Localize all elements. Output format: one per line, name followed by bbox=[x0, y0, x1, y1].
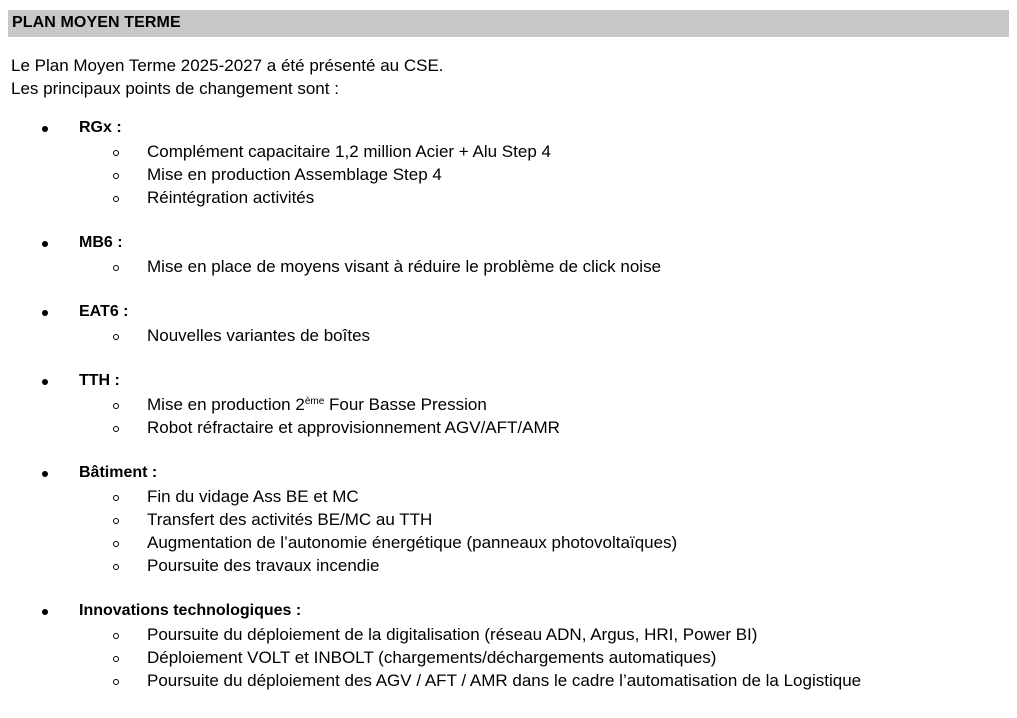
list-item-text: Complément capacitaire 1,2 million Acier + Alu Step 4 bbox=[147, 142, 551, 161]
list-item bbox=[0, 325, 1017, 348]
list-item bbox=[0, 256, 1017, 279]
list-item-text: Poursuite du déploiement de la digitalisation (réseau ADN, Argus, HRI, Power BI) bbox=[147, 625, 758, 644]
section-label: Bâtiment : bbox=[79, 464, 158, 481]
list-item bbox=[0, 164, 1017, 187]
text-part: Four Basse Pression bbox=[324, 395, 487, 414]
list-item-text: Mise en place de moyens visant à réduire le problème de click noise bbox=[147, 257, 662, 276]
list-item bbox=[0, 555, 1017, 578]
section-label: MB6 : bbox=[79, 234, 123, 251]
section-label: TTH : bbox=[79, 372, 120, 389]
list-item-text: Fin du vidage Ass BE et MC bbox=[147, 487, 359, 506]
bullet-disc-icon bbox=[42, 609, 48, 615]
section-label: Innovations technologiques : bbox=[79, 602, 302, 619]
section-heading bbox=[0, 370, 1017, 394]
bullet-circle-icon bbox=[113, 334, 119, 340]
bullet-circle-icon bbox=[113, 426, 119, 432]
intro-paragraph bbox=[11, 54, 444, 100]
bullet-disc-icon bbox=[42, 471, 48, 477]
sub-list bbox=[0, 325, 1017, 348]
list-item-text: Robot réfractaire et approvisionnement AGV/AFT/AMR bbox=[147, 418, 560, 437]
sub-list bbox=[0, 141, 1017, 210]
bullet-circle-icon bbox=[113, 196, 119, 202]
list-item-text: Réintégration activités bbox=[147, 188, 315, 207]
bullet-circle-icon bbox=[113, 541, 119, 547]
intro-line-1: Le Plan Moyen Terme 2025-2027 a été présenté au CSE. bbox=[11, 56, 444, 75]
list-item-text: Mise en production Assemblage Step 4 bbox=[147, 165, 442, 184]
ordinal-superscript: ème bbox=[304, 396, 325, 407]
section-tth bbox=[0, 370, 1017, 440]
list-item-text: Poursuite des travaux incendie bbox=[147, 556, 380, 575]
list-item bbox=[0, 187, 1017, 210]
bullet-circle-icon bbox=[113, 564, 119, 570]
list-item-text: Augmentation de l’autonomie énergétique (panneaux photovoltaïques) bbox=[147, 533, 678, 552]
page-title: PLAN MOYEN TERME bbox=[12, 14, 181, 31]
section-heading bbox=[0, 600, 1017, 624]
list-item-text: Transfert des activités BE/MC au TTH bbox=[147, 510, 433, 529]
bullet-circle-icon bbox=[113, 150, 119, 156]
bullet-circle-icon bbox=[113, 495, 119, 501]
sub-list bbox=[0, 486, 1017, 578]
list-item-text: Déploiement VOLT et INBOLT (chargements/déchargements automatiques) bbox=[147, 648, 717, 667]
section-heading bbox=[0, 117, 1017, 141]
section-eat6 bbox=[0, 301, 1017, 348]
sub-list bbox=[0, 394, 1017, 440]
bullet-circle-icon bbox=[113, 633, 119, 639]
section-header-bar bbox=[8, 10, 1009, 37]
bullet-disc-icon bbox=[42, 126, 48, 132]
list-item-text: Poursuite du déploiement des AGV / AFT / AMR dans le cadre l’automatisation de la Logistique bbox=[147, 671, 862, 690]
list-item bbox=[0, 509, 1017, 532]
text-part: Mise en production 2 bbox=[147, 395, 305, 414]
section-heading bbox=[0, 462, 1017, 486]
list-item bbox=[0, 141, 1017, 164]
bullet-circle-icon bbox=[113, 173, 119, 179]
bullet-circle-icon bbox=[113, 265, 119, 271]
bullet-circle-icon bbox=[113, 518, 119, 524]
section-label: EAT6 : bbox=[79, 303, 129, 320]
bullet-disc-icon bbox=[42, 379, 48, 385]
section-rgx bbox=[0, 117, 1017, 210]
section-heading bbox=[0, 301, 1017, 325]
list-item-text bbox=[147, 395, 487, 415]
list-item bbox=[0, 647, 1017, 670]
sub-list bbox=[0, 256, 1017, 279]
change-points-list bbox=[0, 117, 1017, 715]
bullet-disc-icon bbox=[42, 310, 48, 316]
list-item bbox=[0, 670, 1017, 693]
bullet-circle-icon bbox=[113, 403, 119, 409]
bullet-circle-icon bbox=[113, 679, 119, 685]
section-innovations bbox=[0, 600, 1017, 693]
list-item-text: Nouvelles variantes de boîtes bbox=[147, 326, 371, 345]
section-heading bbox=[0, 232, 1017, 256]
list-item bbox=[0, 486, 1017, 509]
section-mb6 bbox=[0, 232, 1017, 279]
sub-list bbox=[0, 624, 1017, 693]
bullet-disc-icon bbox=[42, 241, 48, 247]
list-item bbox=[0, 532, 1017, 555]
bullet-circle-icon bbox=[113, 656, 119, 662]
intro-line-2: Les principaux points de changement sont : bbox=[11, 79, 339, 98]
list-item bbox=[0, 417, 1017, 440]
list-item bbox=[0, 394, 1017, 417]
section-batiment bbox=[0, 462, 1017, 578]
section-label: RGx : bbox=[79, 119, 122, 136]
list-item bbox=[0, 624, 1017, 647]
